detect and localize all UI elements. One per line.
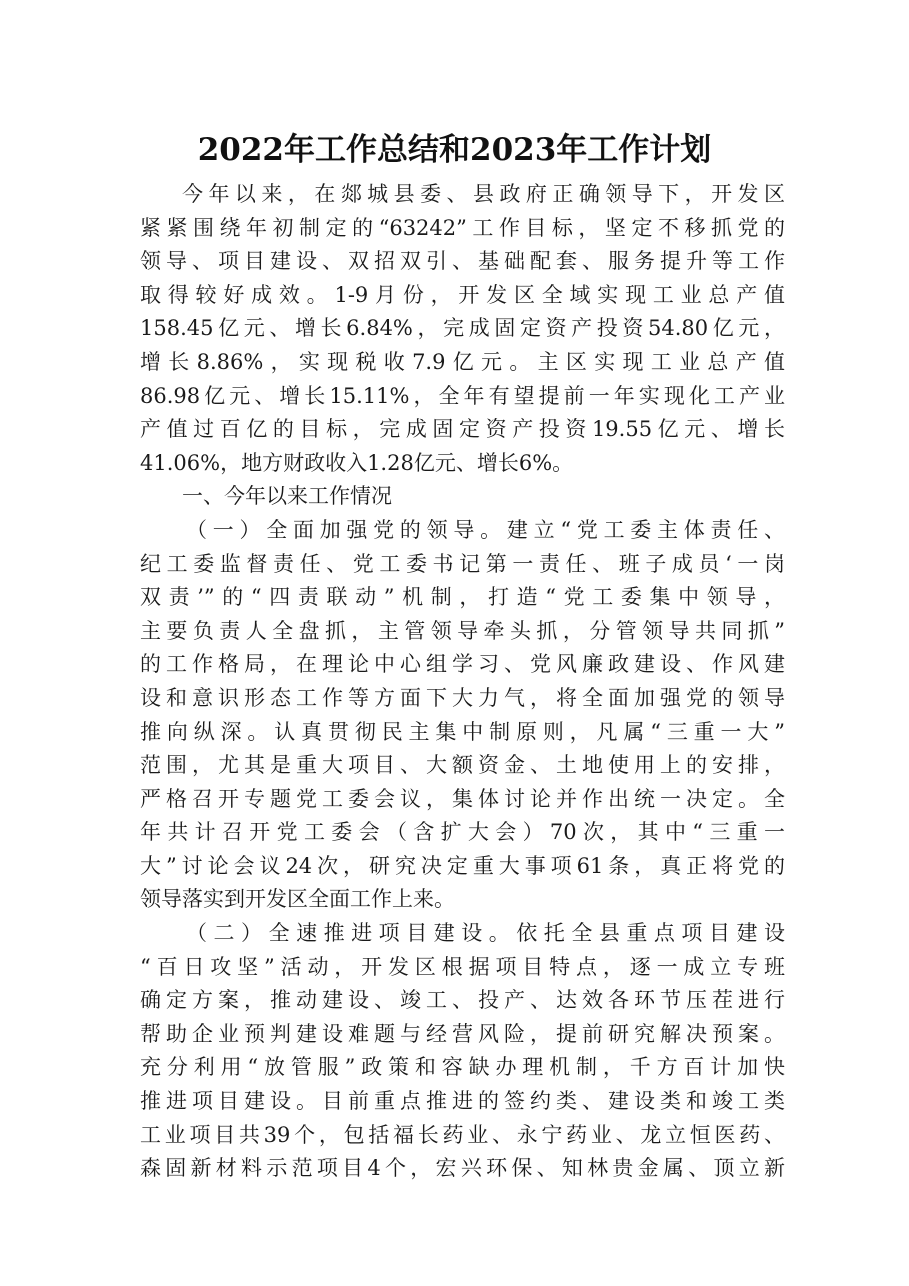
text-line: 推向纵深。认真贯彻民主集中制原则，凡属“三重一大” xyxy=(140,719,785,744)
text-line: 领导落实到开发区全面工作上来。 xyxy=(140,887,455,912)
text-line: 双责’”的“四责联动”机制，打造“党工委集中领导， xyxy=(140,585,785,610)
text-line: 纪工委监督责任、党工委书记第一责任、班子成员‘一岗 xyxy=(140,551,785,576)
text-line: 的工作格局，在理论中心组学习、党风廉政建设、作风建 xyxy=(140,652,785,677)
text-line: 帮助企业预判建设难题与经营风险，提前研究解决预案。 xyxy=(140,1021,785,1046)
text-line: 大”讨论会议24次，研究决定重大事项61条，真正将党的 xyxy=(140,853,785,878)
document-title: 2022年工作总结和2023年工作计划 xyxy=(197,132,712,168)
section-heading: 一、今年以来工作情况 xyxy=(182,484,392,509)
text-line: 森固新材料示范项目4个，宏兴环保、知林贵金属、顶立新 xyxy=(140,1156,785,1181)
text-line: 158.45亿元、增长6.84%，完成固定资产投资54.80亿元， xyxy=(140,316,785,341)
text-line: 范围，尤其是重大项目、大额资金、土地使用上的安排， xyxy=(140,753,785,778)
text-line: “百日攻坚”活动，开发区根据项目特点，逐一成立专班 xyxy=(140,954,785,979)
document-body xyxy=(140,178,785,1186)
subsection-lead: （一）全面加强党的领导。建立“党工委主体责任、 xyxy=(186,517,785,542)
text-line: 领导、项目建设、双招双引、基础配套、服务提升等工作 xyxy=(140,249,785,274)
text-line: 严格召开专题党工委会议，集体讨论并作出统一决定。全 xyxy=(140,786,785,811)
text-line: 确定方案，推动建设、竣工、投产、达效各环节压茬进行 xyxy=(140,988,785,1013)
text-line: 今年以来，在郯城县委、县政府正确领导下，开发区 xyxy=(182,182,785,206)
text-line: 主要负责人全盘抓，主管领导牵头抓，分管领导共同抓” xyxy=(140,618,785,643)
text-line: 86.98亿元、增长15.11%，全年有望提前一年实现化工产业 xyxy=(140,383,785,408)
text-line: 产值过百亿的目标，完成固定资产投资19.55亿元、增长 xyxy=(140,417,785,442)
text-line: 工业项目共39个，包括福长药业、永宁药业、龙立恒医药、 xyxy=(140,1122,785,1147)
text-line: 增长8.86%，实现税收7.9亿元。主区实现工业总产值 xyxy=(140,349,785,374)
text-line: 41.06%，地方财政收入1.28亿元、增长6%。 xyxy=(140,450,574,475)
text-line: 充分利用“放管服”政策和容缺办理机制，千方百计加快 xyxy=(140,1055,785,1080)
text-line: 年共计召开党工委会（含扩大会）70次，其中“三重一 xyxy=(140,820,785,845)
text-line: 设和意识形态工作等方面下大力气，将全面加强党的领导 xyxy=(140,685,785,710)
text-line: 取得较好成效。1-9月份，开发区全域实现工业总产值 xyxy=(140,282,785,307)
subsection-lead: （二）全速推进项目建设。依托全县重点项目建设 xyxy=(186,921,785,946)
text-line: 紧紧围绕年初制定的“63242”工作目标，坚定不移抓党的 xyxy=(140,215,785,240)
text-line: 推进项目建设。目前重点推进的签约类、建设类和竣工类 xyxy=(140,1089,785,1114)
